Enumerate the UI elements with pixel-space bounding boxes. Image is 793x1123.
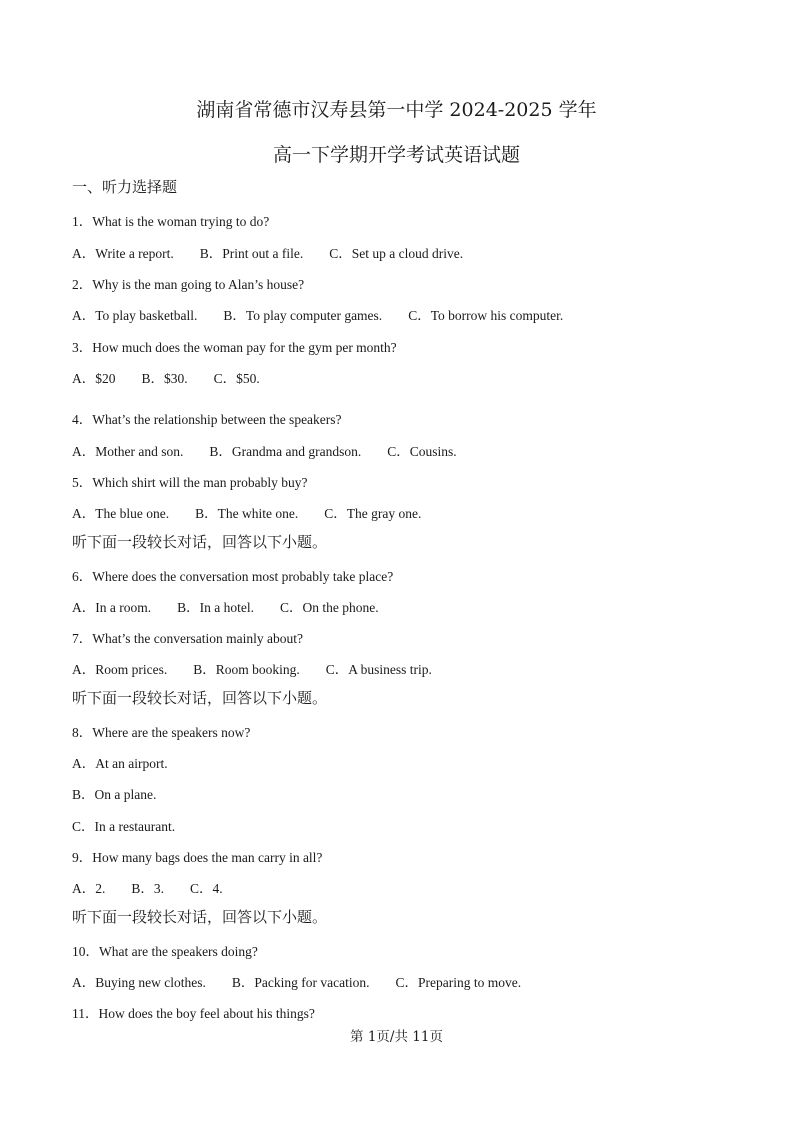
option-3c: C．$50. (213, 371, 260, 386)
option-1c: C．Set up a cloud drive. (329, 246, 464, 261)
question-4: 4．What’s the relationship between the speakers? (72, 412, 342, 427)
option-9c: C．4. (190, 881, 223, 896)
question-10: 10．What are the speakers doing? (72, 944, 258, 959)
options-9 (72, 877, 223, 897)
option-2b: B．To play computer games. (223, 308, 383, 323)
option-5c: C．The gray one. (324, 506, 422, 521)
option-8a: A．At an airport. (72, 756, 168, 771)
option-4b: B．Grandma and grandson. (209, 444, 362, 459)
question-2: 2．Why is the man going to Alan’s house? (72, 277, 305, 292)
options-6 (72, 596, 379, 616)
option-4a: A．Mother and son. (72, 444, 184, 459)
option-7b: B．Room booking. (193, 662, 300, 677)
question-1: 1．What is the woman trying to do? (72, 214, 270, 229)
option-1b: B．Print out a file. (199, 246, 304, 261)
options-4 (72, 440, 457, 460)
page-footer: 第 1页/共 11页 (350, 1029, 443, 1045)
option-6a: A．In a room. (72, 600, 152, 615)
question-3: 3．How much does the woman pay for the gym per month? (72, 340, 397, 355)
question-6: 6．Where does the conversation most probably take place? (72, 569, 394, 584)
listening-instruction-1: 听下面一段较长对话，回答以下小题。 (72, 533, 328, 551)
option-8c: C．In a restaurant. (72, 819, 176, 834)
section-title: 一、听力选择题 (72, 178, 178, 196)
listening-instruction-3: 听下面一段较长对话，回答以下小题。 (72, 908, 328, 926)
option-3a: A．$20 (72, 371, 116, 386)
option-6b: B．In a hotel. (177, 600, 254, 615)
option-5a: A．The blue one. (72, 506, 170, 521)
option-3b: B．$30. (141, 371, 188, 386)
options-1 (72, 242, 463, 262)
option-9a: A．2. (72, 881, 106, 896)
options-5 (72, 502, 421, 522)
option-10c: C．Preparing to move. (395, 975, 522, 990)
title-line-2: 高一下学期开学考试英语试题 (272, 144, 520, 166)
question-5: 5．Which shirt will the man probably buy? (72, 475, 308, 490)
options-10 (72, 971, 521, 991)
option-10a: A．Buying new clothes. (72, 975, 206, 990)
option-7c: C．A business trip. (325, 662, 432, 677)
question-9: 9．How many bags does the man carry in all? (72, 850, 323, 865)
options-7 (72, 658, 432, 678)
options-2 (72, 304, 563, 324)
question-11: 11．How does the boy feel about his things? (72, 1006, 315, 1021)
option-2a: A．To play basketball. (72, 308, 198, 323)
option-7a: A．Room prices. (72, 662, 168, 677)
option-2c: C．To borrow his computer. (408, 308, 564, 323)
question-7: 7．What’s the conversation mainly about? (72, 631, 303, 646)
option-10b: B．Packing for vacation. (231, 975, 370, 990)
option-4c: C．Cousins. (387, 444, 457, 459)
option-1a: A．Write a report. (72, 246, 174, 261)
title-line-1: 湖南省常德市汉寿县第一中学 2024-2025 学年 (196, 99, 597, 121)
option-9b: B．3. (131, 881, 165, 896)
question-8: 8．Where are the speakers now? (72, 725, 251, 740)
option-6c: C．On the phone. (279, 600, 379, 615)
options-3 (72, 367, 260, 387)
option-8b: B．On a plane. (72, 787, 157, 802)
listening-instruction-2: 听下面一段较长对话，回答以下小题。 (72, 689, 328, 707)
option-5b: B．The white one. (195, 506, 299, 521)
